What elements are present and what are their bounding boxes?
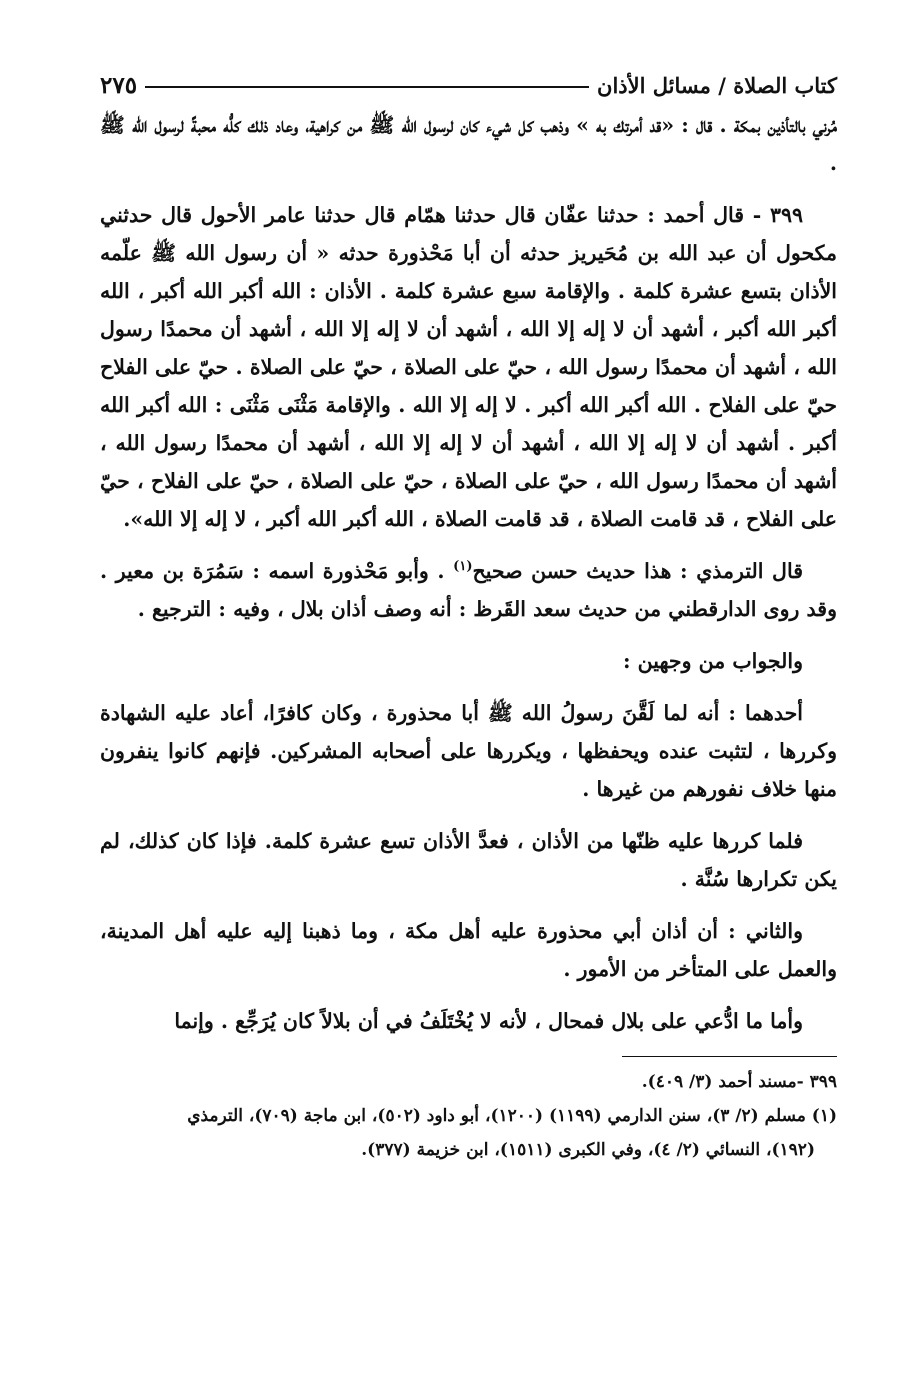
hadith-399 — [100, 196, 837, 538]
footnote-1: (١) مسلم (٢/ ٣)، سنن الدارمي (١١٩٩) (١٢٠٠)، أبو داود (٥٠٢)، ابن ماجة (٧٠٩)، الترمذي — [187, 1106, 837, 1126]
page-header — [100, 68, 837, 102]
paragraph-bilal: وأما ما ادُّعي على بلال فمحال ، لأنه لا يُخْتَلَفُ في أن بلالاً كان يُرَجِّع . وإنما — [174, 1009, 803, 1033]
tirmidhi-text-a: قال الترمذي : هذا حديث حسن صحيح — [472, 559, 803, 583]
main-text — [100, 106, 837, 1040]
footnotes — [100, 1065, 837, 1167]
page-number: ٢٧٥ — [100, 71, 138, 99]
paragraph-tirmidhi — [100, 552, 837, 628]
hadith-number: ٣٩٩ - — [744, 203, 803, 227]
running-title: كتاب الصلاة / مسائل الأذان — [597, 72, 837, 98]
paragraph-repetition: فلما كررها عليه ظنّها من الأذان ، فعدَّ الأذان تسع عشرة كلمة. فإذا كان كذلك، لم يكن تكرارها سُنَّة . — [100, 829, 837, 891]
header-rule — [145, 86, 589, 88]
paragraph-second-answer: والثاني : أن أذان أبي محذورة عليه أهل مكة ، وما ذهبنا إليه عليه أهل المدينة، والعمل على المتأخر من الأمور . — [100, 919, 837, 981]
footnote-rule — [622, 1056, 837, 1057]
footnote-399: ٣٩٩ -مسند أحمد (٣/ ٤٠٩). — [641, 1072, 837, 1092]
paragraph-1: مُرني بالتأذين بمكة . قال : «قد أمرتك به » وذهب كل شيء كان لرسول الله ﷺ من كراهية، وعاد ذلك كلُّه محبةً لرسول الله ﷺ . — [100, 113, 837, 175]
hadith-text: قال أحمد : حدثنا عفّان قال حدثنا همّام قال حدثنا عامر الأحول قال حدثني مكحول أن عبد الله بن مُحَيريز حدثه أن أبا مَحْذورة حدثه « أن رسول الله ﷺ علّمه الأذان بتسع عشرة كلمة . والإقامة سبع عشرة كلمة . الأذان : الله أكبر الله أكبر ، الله أكبر الله أكبر ، أشهد أن لا إله إلا الله ، أشهد أن لا إله إلا الله ، أشهد أن محمدًا رسول الله ، أشهد أن محمدًا رسول الله ، حيّ على الصلاة ، حيّ على الصلاة . حيّ على الفلاح حيّ على الفلاح . الله أكبر الله أكبر . لا إله إلا الله . والإقامة مَثْنَى مَثْنَى : الله أكبر الله أكبر . أشهد أن لا إله إلا الله ، أشهد أن لا إله إلا الله ، أشهد أن محمدًا رسول الله ، أشهد أن محمدًا رسول الله ، حيّ على الصلاة ، حيّ على الصلاة ، حيّ على الفلاح ، حيّ على الفلاح ، قد قامت الصلاة ، قد قامت الصلاة ، الله أكبر الله أكبر ، لا إله إلا الله». — [100, 203, 837, 531]
tirmidhi-text-b: . وأبو مَحْذورة اسمه : سَمُرَة بن معير . وقد روى الدارقطني من حديث سعد القَرظ : أنه وصف أذان بلال ، وفيه : الترجيع . — [100, 559, 837, 621]
paragraph-first-answer: أحدهما : أنه لما لَقَّنَ رسولُ الله ﷺ أبا محذورة ، وكان كافرًا، أعاد عليه الشهادة وكررها ، لتثبت عنده ويحفظها ، ويكررها على أصحابه المشركين. فإنهم كانوا ينفرون منها خلاف نفورهم من غيرها . — [100, 701, 837, 801]
footnote-1-continued: (١٩٢)، النسائي (٢/ ٤)، وفي الكبرى (١٥١١)، ابن خزيمة (٣٧٧). — [361, 1140, 815, 1160]
answer-heading: والجواب من وجهين : — [622, 649, 803, 673]
footnote-ref-1[interactable]: (١) — [453, 559, 473, 575]
